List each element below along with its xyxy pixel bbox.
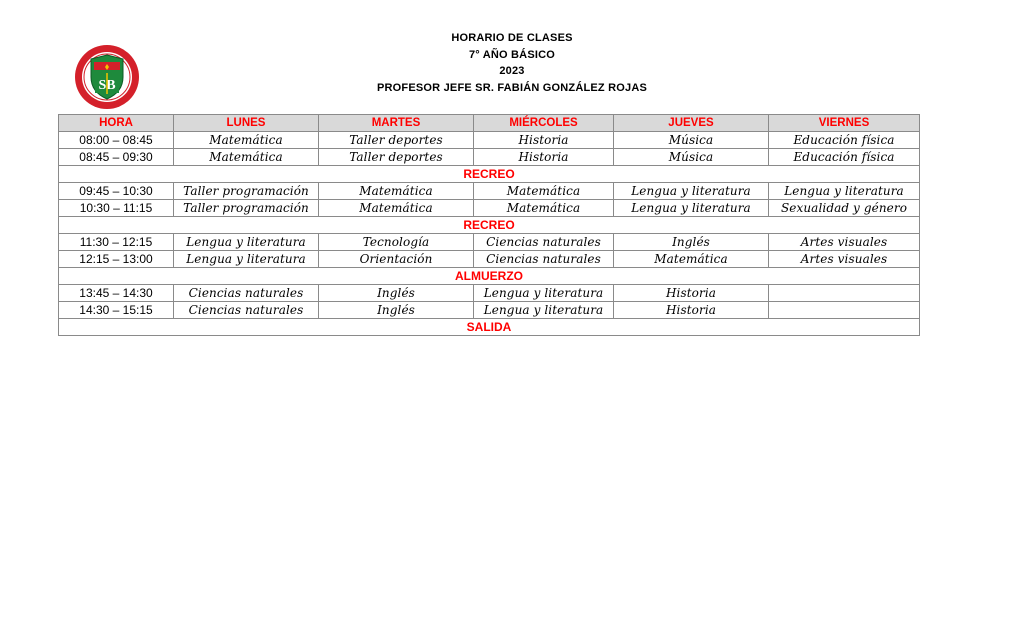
subject-cell: Lengua y literatura [174,251,319,268]
subject-cell: Ciencias naturales [474,234,614,251]
column-header: JUEVES [614,115,769,132]
subject-cell: Ciencias naturales [474,251,614,268]
subject-cell: Inglés [319,302,474,319]
time-cell: 08:00 – 08:45 [59,132,174,149]
break-label: ALMUERZO [59,268,920,285]
school-crest-icon [74,44,140,110]
table-row [59,302,920,319]
table-row [59,132,920,149]
subject-cell: Taller programación [174,183,319,200]
break-row [59,319,920,336]
subject-cell: Matemática [174,132,319,149]
subject-cell: Lengua y literatura [769,183,920,200]
subject-cell: Tecnología [319,234,474,251]
time-cell: 10:30 – 11:15 [59,200,174,217]
teacher: PROFESOR JEFE SR. FABIÁN GONZÁLEZ ROJAS [377,81,647,94]
subject-cell: Historia [614,302,769,319]
column-header: MIÉRCOLES [474,115,614,132]
subject-cell [769,302,920,319]
column-header: MARTES [319,115,474,132]
time-cell: 12:15 – 13:00 [59,251,174,268]
column-header: VIERNES [769,115,920,132]
header-row [59,115,920,132]
subject-cell: Educación física [769,149,920,166]
subject-cell: Historia [614,285,769,302]
subject-cell: Taller programación [174,200,319,217]
time-cell: 08:45 – 09:30 [59,149,174,166]
table-row [59,285,920,302]
subject-cell: Matemática [174,149,319,166]
subject-cell: Matemática [474,183,614,200]
time-cell: 13:45 – 14:30 [59,285,174,302]
subject-cell: Matemática [474,200,614,217]
subject-cell: Sexualidad y género [769,200,920,217]
subject-cell: Lengua y literatura [614,200,769,217]
subject-cell: Artes visuales [769,251,920,268]
subject-cell: Matemática [319,183,474,200]
subject-cell: Inglés [319,285,474,302]
subject-cell: Taller deportes [319,132,474,149]
subject-cell: Historia [474,132,614,149]
column-header: LUNES [174,115,319,132]
subject-cell: Historia [474,149,614,166]
column-header: HORA [59,115,174,132]
subject-cell [769,285,920,302]
schedule-table [58,114,920,336]
grade: 7° AÑO BÁSICO [468,48,556,61]
subject-cell: Orientación [319,251,474,268]
subject-cell: Lengua y literatura [174,234,319,251]
subject-cell: Matemática [319,200,474,217]
title: HORARIO DE CLASES [451,32,573,44]
subject-cell: Inglés [614,234,769,251]
subject-cell: Ciencias naturales [174,285,319,302]
break-label: SALIDA [59,319,920,336]
table-row [59,234,920,251]
table-row [59,149,920,166]
break-row [59,217,920,234]
break-label: RECREO [59,217,920,234]
subject-cell: Música [614,132,769,149]
subject-cell: Lengua y literatura [474,302,614,319]
subject-cell: Ciencias naturales [174,302,319,319]
table-row [59,183,920,200]
break-label: RECREO [59,166,920,183]
break-row [59,166,920,183]
time-cell: 09:45 – 10:30 [59,183,174,200]
time-cell: 11:30 – 12:15 [59,234,174,251]
subject-cell: Lengua y literatura [614,183,769,200]
subject-cell: Educación física [769,132,920,149]
svg-text:SB: SB [98,78,116,93]
table-row [59,200,920,217]
subject-cell: Taller deportes [319,149,474,166]
subject-cell: Lengua y literatura [474,285,614,302]
subject-cell: Artes visuales [769,234,920,251]
subject-cell: Música [614,149,769,166]
year: 2023 [499,65,525,77]
table-row [59,251,920,268]
subject-cell: Matemática [614,251,769,268]
document-header [0,30,1024,96]
break-row [59,268,920,285]
time-cell: 14:30 – 15:15 [59,302,174,319]
